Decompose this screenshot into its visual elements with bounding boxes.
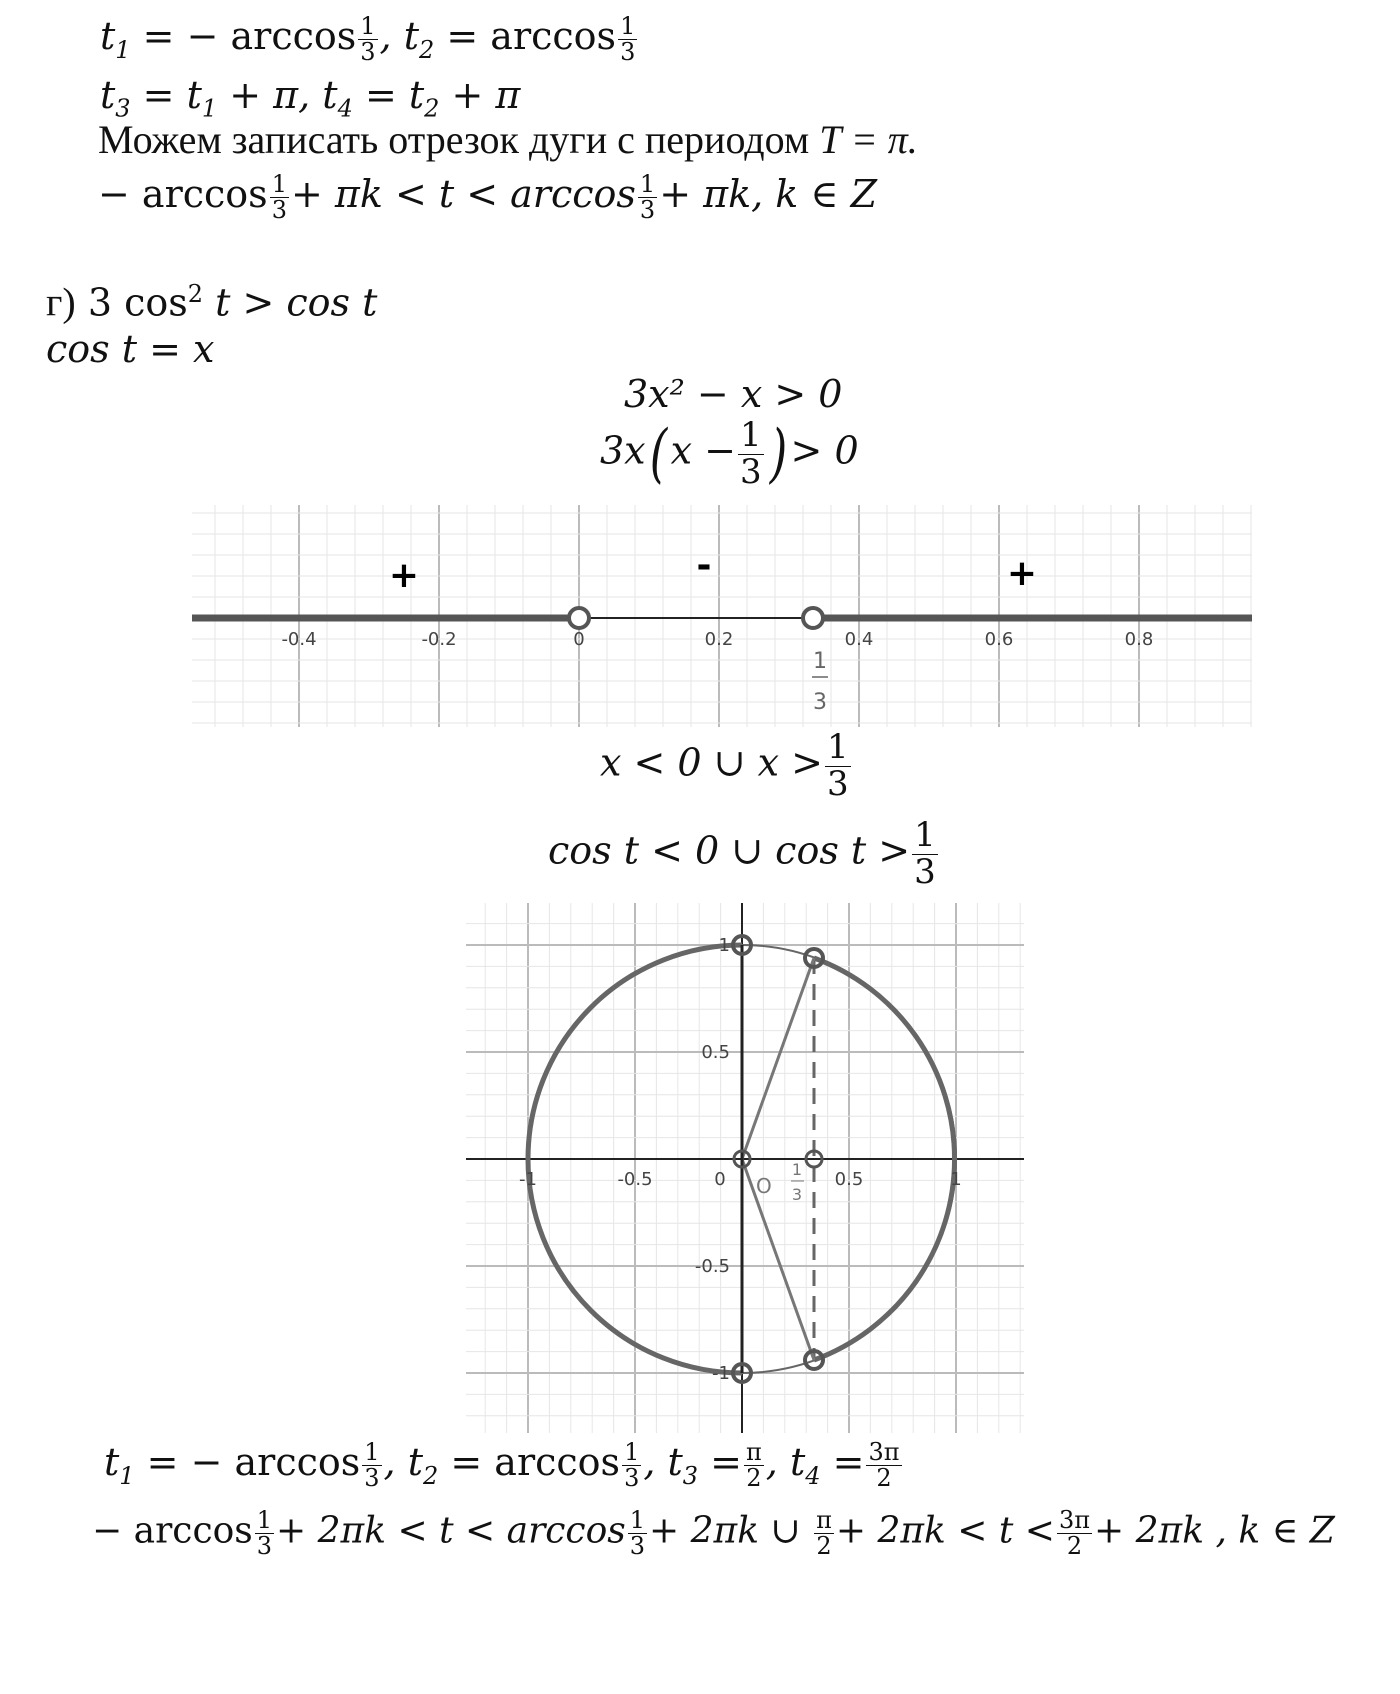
tick-label: 0.6: [984, 629, 1014, 650]
eq-t1-t2: $t_1$ = − arccos $\frac{1}{3}$ , $t_2 = \arccos$ $\frac{1}{3}$: [100, 12, 636, 67]
solution-x: x < 0 ∪ x > $\frac{1}{3}$: [600, 727, 849, 804]
tick-label: 0.2: [704, 629, 734, 650]
eq-t3-t4: $t_3 = t_1 + \pi$, $t_4 = t_2 + \pi$: [100, 73, 521, 123]
point-label-denominator: 3: [813, 690, 827, 715]
tick-label: -0.4: [281, 629, 317, 650]
one-third-numerator: 1: [791, 1160, 803, 1179]
quadratic-inequality: 3x² − x > 0: [624, 372, 843, 416]
x-tick-label: 0.5: [834, 1169, 864, 1190]
y-tick-label: -0.5: [694, 1256, 730, 1277]
bottom-final-answer: − arccos $\frac{1}{3}$ + 2πk < t < arccos $\frac{1}{3}$ + 2πk ∪ $\frac{\pi}{2}$ + 2πk < t < $\frac{3\pi}{2}$ + 2πk , k ∈ Z: [92, 1506, 1335, 1561]
bottom-t-values: $t_1$ = − arccos $\frac{1}{3}$ , $t_2 = \arccos$ $\frac{1}{3}$ , $t_3$ = $\frac{\pi}{2}$ , $t_4$ = $\frac{3\pi}{2}$: [104, 1438, 900, 1493]
x-tick-label: -0.5: [617, 1169, 653, 1190]
number-line-graph: [192, 505, 1252, 727]
tick-label: 0.4: [844, 629, 874, 650]
part-g-inequality: г) 3 $\cos^2 t > \cos t$: [46, 279, 378, 325]
factored-inequality: 3x(x − $\frac{1}{3}$ )> 0: [600, 415, 859, 492]
y-tick-label: 0.5: [701, 1042, 730, 1063]
one-third-denominator: 3: [791, 1185, 803, 1204]
point-label-numerator: 1: [813, 649, 827, 674]
tick-label: -0.2: [421, 629, 457, 650]
x-tick-label: 1: [950, 1169, 962, 1190]
tick-label: 0.8: [1124, 629, 1154, 650]
x-tick-label: -1: [519, 1169, 537, 1190]
sign-plus-right: +: [1006, 553, 1038, 594]
sign-plus-left: +: [388, 555, 420, 596]
unit-circle-graph: [466, 903, 1024, 1433]
y-tick-label: -1: [712, 1363, 730, 1384]
solution-cos: cos t < 0 ∪ cos t > $\frac{1}{3}$: [548, 815, 936, 892]
period-text: Можем записать отрезок дуги с периодом T = π.: [98, 117, 918, 162]
arc-interval: − arccos $\frac{1}{3}$ + πk < t < arccos $\frac{1}{3}$ + πk, k ∈ Z: [98, 170, 877, 225]
substitution: cos t = x: [46, 327, 215, 371]
y-tick-label: 1: [718, 935, 730, 956]
origin-label: O: [756, 1174, 772, 1198]
tick-label: 0: [573, 629, 585, 650]
open-point-zero: [569, 608, 589, 628]
sign-minus: -: [696, 545, 712, 586]
x-tick-label: 0: [714, 1169, 726, 1190]
open-point-one-third: [803, 608, 823, 628]
